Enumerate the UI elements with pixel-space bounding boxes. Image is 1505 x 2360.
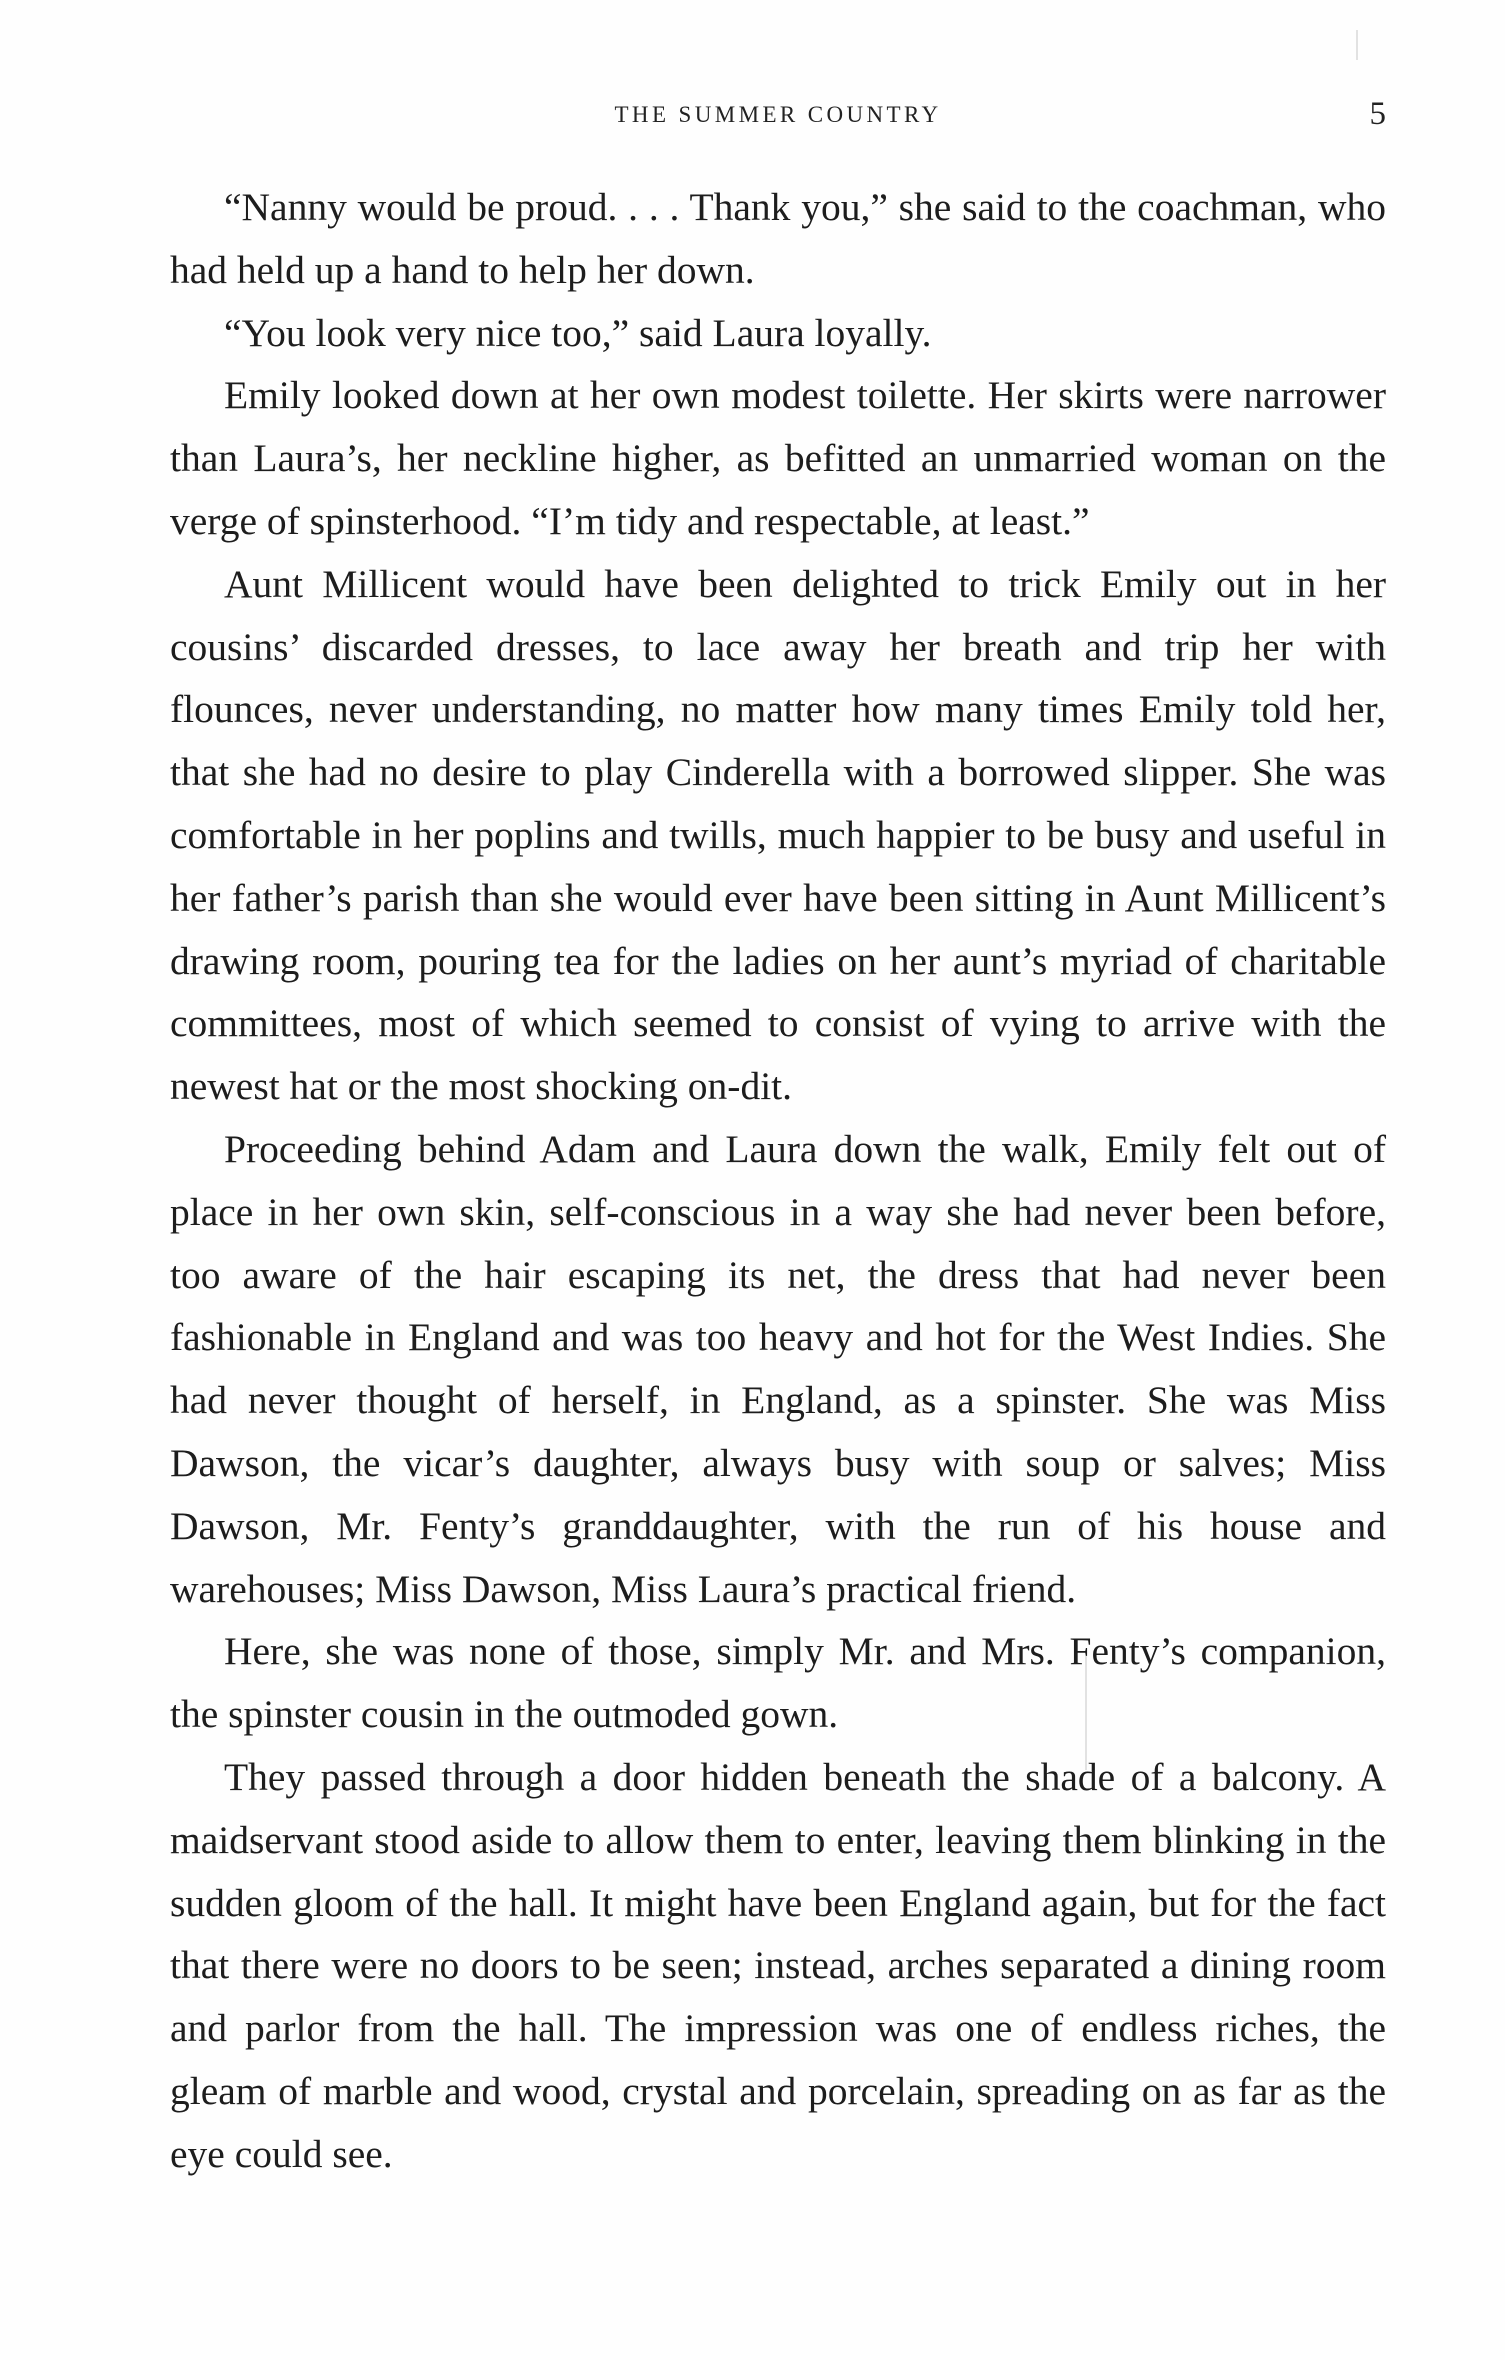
body-text [170, 176, 1386, 2186]
page-number: 5 [1369, 96, 1386, 132]
paragraph: Emily looked down at her own modest toilette. Her skirts were narrower than Laura’s, her neckline higher, as befitted an unmarried woman on the verge of spinsterhood. “I’m tidy and respectable, at least.” [170, 373, 1386, 543]
paragraph: “You look very nice too,” said Laura loyally. [224, 310, 932, 355]
paragraph: Here, she was none of those, simply Mr. and Mrs. Fenty’s companion, the spinster cousin in the outmoded gown. [170, 1629, 1386, 1737]
show-through-mark [1356, 30, 1358, 60]
paragraph: They passed through a door hidden beneath the shade of a balcony. A maidservant stood aside to allow them to enter, leaving them blinking in the sudden gloom of the hall. It might have been England again, but for the fact that there were no doors to be seen; instead, arches separated a dining room and parlor from the hall. The impression was one of endless riches, the gleam of marble and wood, crystal and porcelain, spreading on as far as the eye could see. [170, 1754, 1386, 2176]
paragraph: “Nanny would be proud. . . . Thank you,” she said to the coachman, who had held up a hand to help her down. [170, 185, 1386, 292]
running-head: THE SUMMER COUNTRY [614, 102, 942, 127]
paragraph: Aunt Millicent would have been delighted to trick Emily out in her cousins’ discarded dresses, to lace away her breath and trip her with flounces, never understanding, no matter how many times Emily told her, that she had no desire to play Cinderella with a borrowed slipper. She was comfortable in her poplins and twills, much happier to be busy and useful in her father’s parish than she would ever have been sitting in Aunt Millicent’s drawing room, pouring tea for the ladies on her aunt’s myriad of charitable committees, most of which seemed to consist of vying to arrive with the newest hat or the most shocking on-dit. [170, 561, 1386, 1109]
paragraph: Proceeding behind Adam and Laura down the walk, Emily felt out of place in her own skin, self-conscious in a way she had never been before, too aware of the hair escaping its net, the dress that had never been fashionable in England and was too heavy and hot for the West Indies. She had never thought of herself, in England, as a spinster. She was Miss Dawson, the vicar’s daughter, always busy with soup or salves; Miss Dawson, Mr. Fenty’s granddaughter, with the run of his house and warehouses; Miss Dawson, Miss Laura’s practical friend. [170, 1126, 1386, 1611]
page-header [170, 96, 1386, 146]
